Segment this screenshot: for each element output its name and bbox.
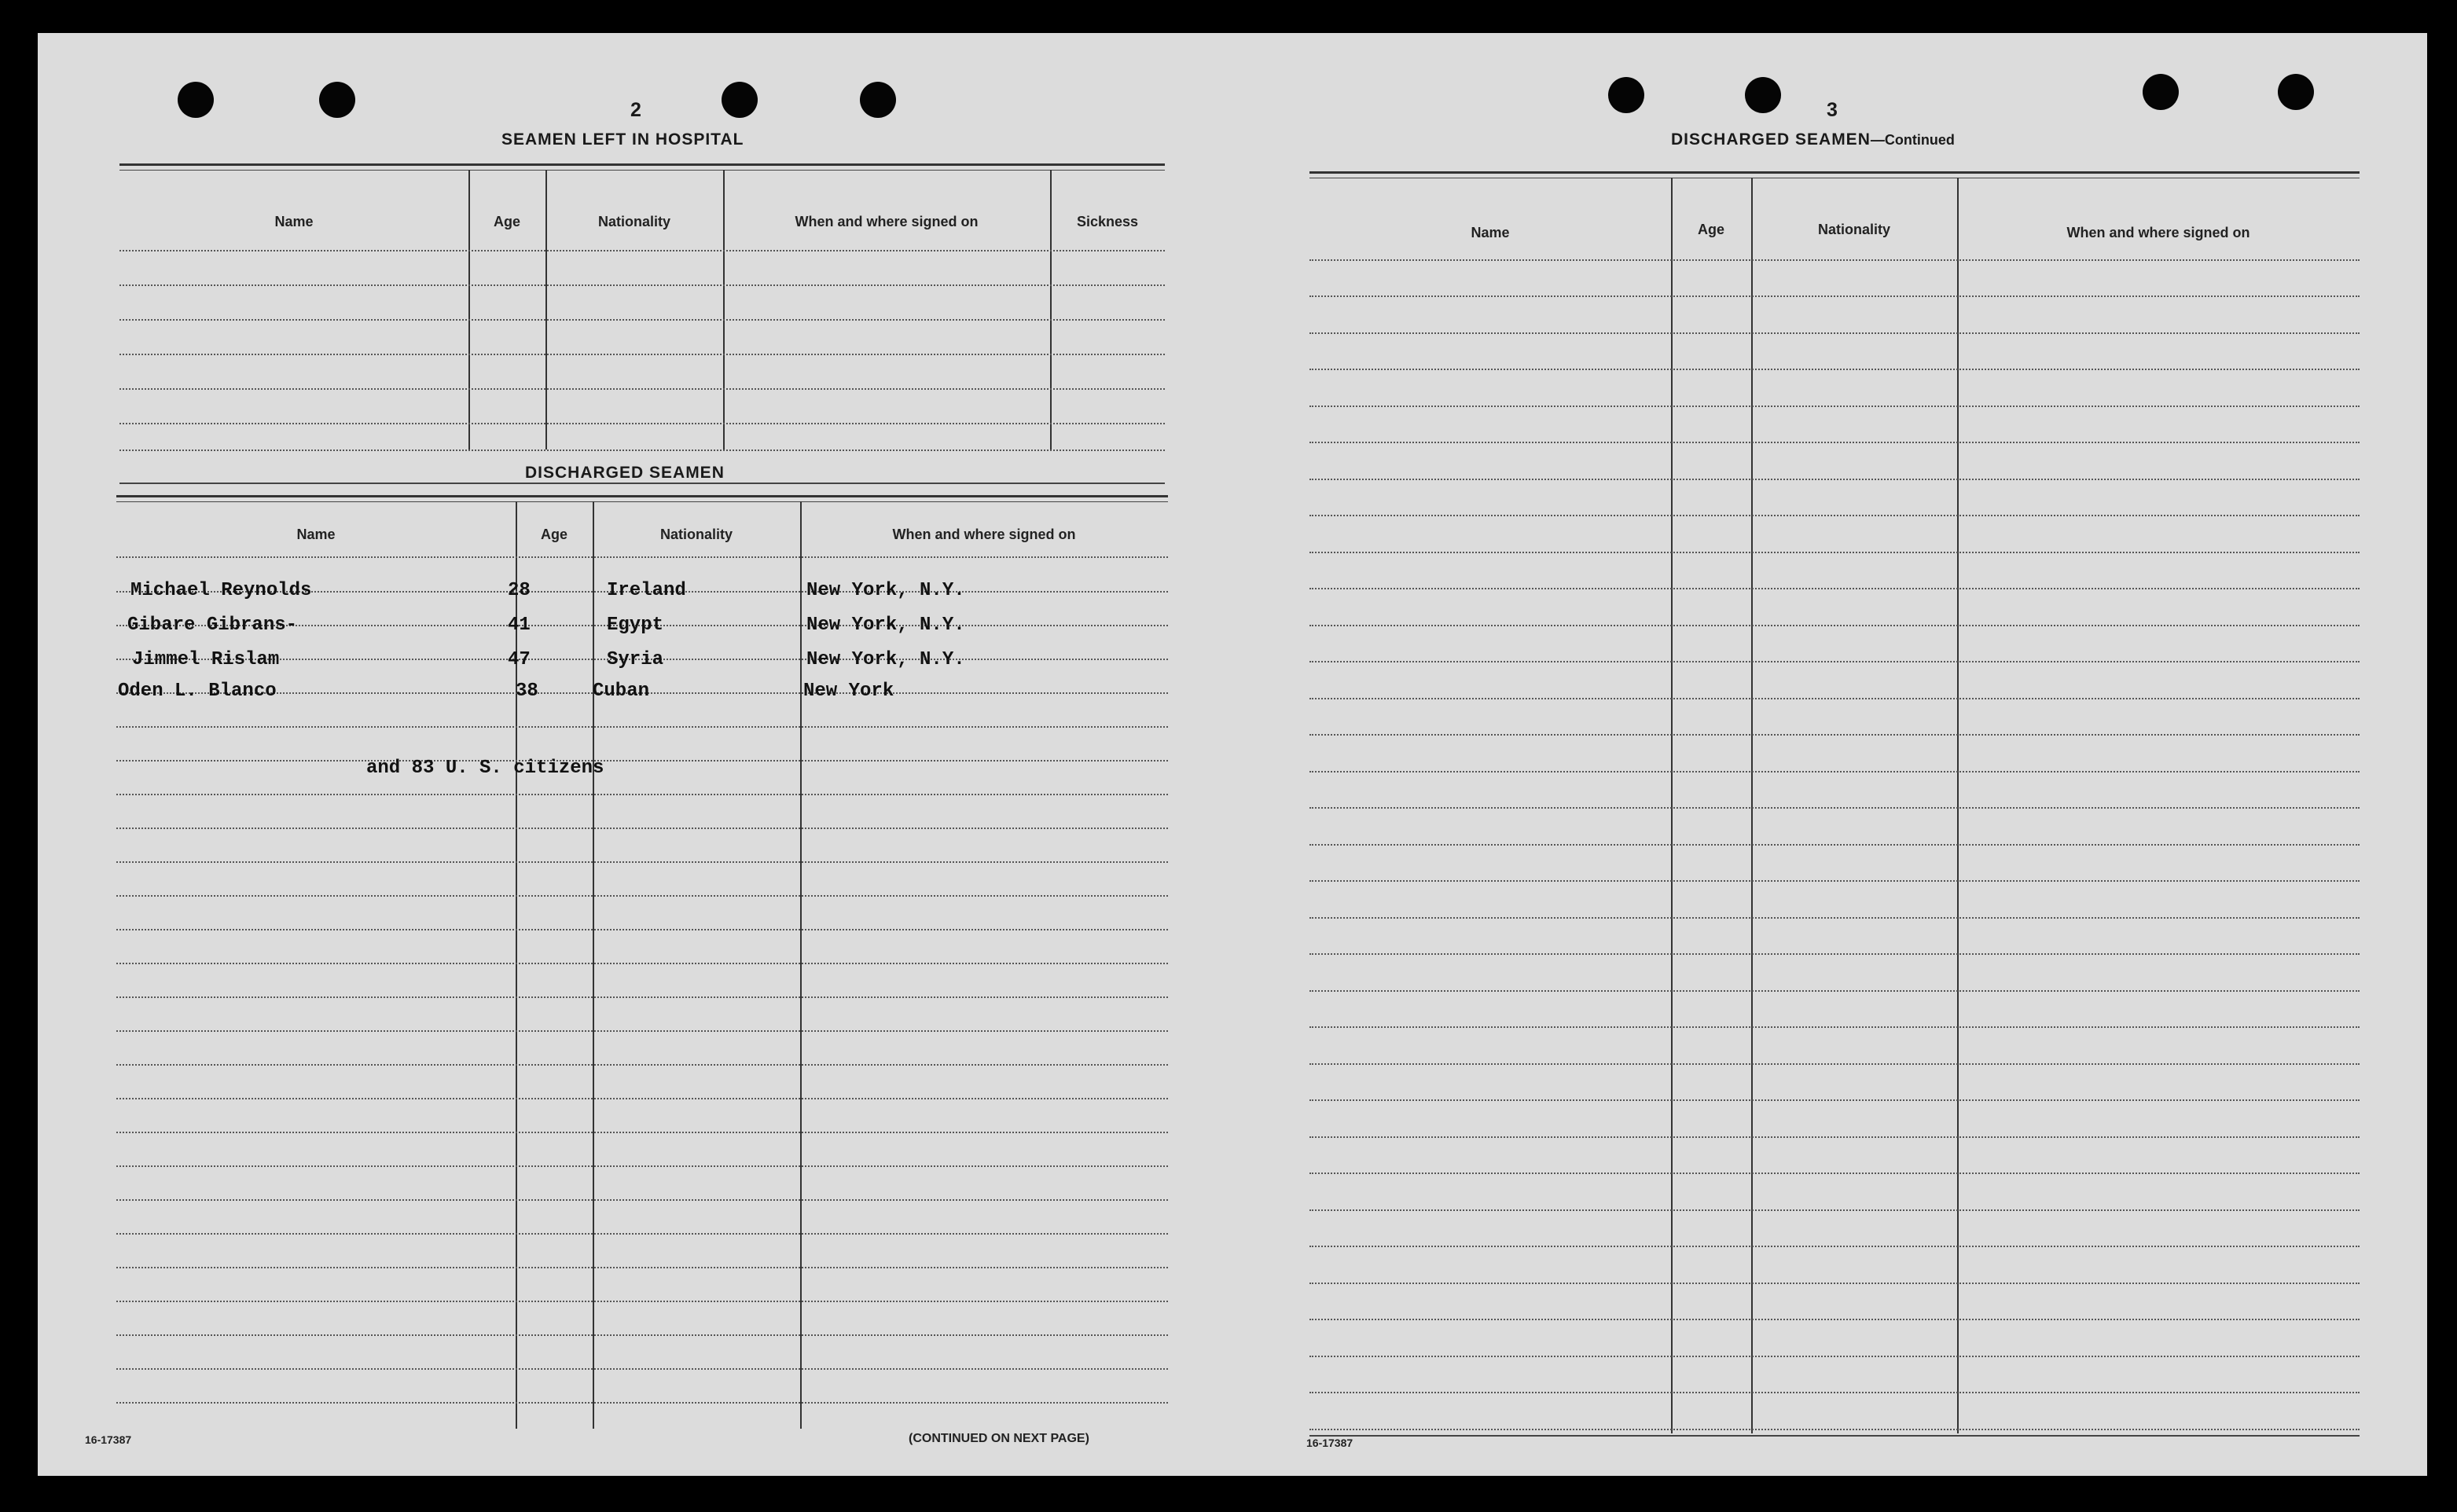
ruled-line	[1309, 880, 2360, 882]
us-citizens-note: and 83 U. S. citizens	[366, 758, 604, 779]
discharged-header-name: Name	[296, 527, 336, 542]
punch-hole	[860, 82, 896, 118]
ruled-line	[116, 1368, 1168, 1370]
seaman-name: Oden L. Blanco	[118, 681, 277, 702]
ruled-line	[1309, 515, 2360, 516]
hospital-header-nationality: Nationality	[597, 214, 670, 229]
discharged-header-age: Age	[540, 527, 567, 542]
ruled-line	[116, 1402, 1168, 1404]
ruled-line	[116, 1098, 1168, 1099]
punch-hole	[1608, 77, 1644, 113]
ruled-line	[116, 828, 1168, 829]
ruled-line	[1309, 771, 2360, 773]
ruled-line	[116, 1165, 1168, 1167]
right-header-nationality: Nationality	[1817, 222, 1890, 237]
ruled-line	[1309, 844, 2360, 846]
right-page-number: 3	[1827, 99, 1838, 121]
discharged-table	[116, 495, 1168, 1463]
ruled-line	[1309, 1173, 2360, 1174]
discharged-heading: DISCHARGED SEAMEN	[525, 464, 725, 482]
ruled-line	[116, 963, 1168, 964]
seaman-age: 47	[508, 649, 531, 670]
ruled-line	[116, 760, 1168, 762]
seaman-name: Gibare Gibrans-	[127, 615, 298, 636]
right-header-name: Name	[1471, 225, 1510, 240]
hospital-heading: SEAMEN LEFT IN HOSPITAL	[501, 130, 744, 149]
right-discharged-heading	[1671, 130, 1955, 149]
ruled-line	[1309, 332, 2360, 334]
ruled-line	[1309, 552, 2360, 553]
ruled-line	[1309, 442, 2360, 443]
continued-note: (CONTINUED ON NEXT PAGE)	[909, 1432, 1089, 1445]
ruled-line	[1309, 698, 2360, 699]
hospital-header-sickness: Sickness	[1076, 214, 1139, 229]
ruled-line	[116, 861, 1168, 863]
ruled-line	[116, 1301, 1168, 1302]
ruled-line	[1309, 953, 2360, 955]
ruled-line	[116, 1064, 1168, 1066]
ruled-line	[1309, 734, 2360, 736]
seaman-age: 41	[508, 615, 531, 636]
ruled-line	[1309, 295, 2360, 297]
ruled-line	[1309, 917, 2360, 919]
right-header-age: Age	[1697, 222, 1724, 237]
hospital-table	[119, 163, 1165, 484]
left-form-number: 16-17387	[85, 1433, 132, 1446]
ruled-line	[1309, 1209, 2360, 1211]
ruled-line	[1309, 1319, 2360, 1320]
seaman-nationality: Egypt	[607, 615, 664, 636]
ruled-line	[1309, 1246, 2360, 1247]
punch-hole	[1745, 77, 1781, 113]
punch-hole	[722, 82, 758, 118]
seaman-nationality: Ireland	[607, 580, 686, 601]
punch-hole	[319, 82, 355, 118]
right-heading-text: DISCHARGED SEAMEN	[1671, 130, 1871, 149]
right-form-number: 16-17387	[1306, 1437, 1353, 1449]
ruled-line	[116, 794, 1168, 795]
ruled-line	[1309, 990, 2360, 992]
ruled-line	[1309, 1026, 2360, 1028]
seaman-signed-on: New York, N.Y.	[806, 649, 965, 670]
right-discharged-table	[1309, 171, 2360, 1460]
discharged-header-signed-on: When and where signed on	[892, 527, 1076, 542]
right-header-signed-on: When and where signed on	[2066, 225, 2250, 240]
seaman-signed-on: New York, N.Y.	[806, 615, 965, 636]
ruled-line	[1309, 1063, 2360, 1065]
hospital-header-name: Name	[274, 214, 314, 229]
ruled-line	[116, 1030, 1168, 1032]
ruled-line	[116, 1233, 1168, 1235]
ruled-line	[116, 1132, 1168, 1133]
punch-hole	[178, 82, 214, 118]
ledger-sheet	[38, 33, 2427, 1476]
ruled-line	[1309, 807, 2360, 809]
ruled-line	[1309, 625, 2360, 626]
ruled-line	[116, 1267, 1168, 1268]
ruled-line	[1309, 1283, 2360, 1284]
ruled-line	[116, 929, 1168, 930]
ruled-line	[116, 726, 1168, 728]
punch-hole	[2143, 74, 2179, 110]
seaman-signed-on: New York, N.Y.	[806, 580, 965, 601]
right-heading-suffix: —Continued	[1870, 132, 1955, 148]
ruled-line	[1309, 479, 2360, 480]
ruled-line	[116, 996, 1168, 998]
ruled-line	[1309, 661, 2360, 662]
seaman-nationality: Cuban	[593, 681, 650, 702]
ruled-line	[1309, 1429, 2360, 1430]
ruled-line	[1309, 406, 2360, 407]
punch-hole	[2278, 74, 2314, 110]
seaman-name: Michael Reynolds	[130, 580, 312, 601]
ruled-line	[1309, 588, 2360, 589]
left-page-number: 2	[630, 99, 641, 121]
ruled-line	[1309, 369, 2360, 370]
ruled-line	[116, 895, 1168, 897]
ruled-line	[1309, 1392, 2360, 1393]
seaman-name: Jimmel Rislam	[132, 649, 280, 670]
discharged-header-nationality: Nationality	[659, 527, 733, 542]
seaman-age: 28	[508, 580, 531, 601]
ruled-line	[1309, 1136, 2360, 1138]
hospital-header-signed-on: When and where signed on	[795, 214, 979, 229]
seaman-nationality: Syria	[607, 649, 664, 670]
ruled-line	[1309, 1356, 2360, 1357]
ruled-line	[116, 1199, 1168, 1201]
seaman-age: 38	[516, 681, 538, 702]
ruled-line	[116, 1334, 1168, 1336]
seaman-signed-on: New York	[803, 681, 894, 702]
ruled-line	[1309, 1099, 2360, 1101]
hospital-header-age: Age	[493, 214, 520, 229]
